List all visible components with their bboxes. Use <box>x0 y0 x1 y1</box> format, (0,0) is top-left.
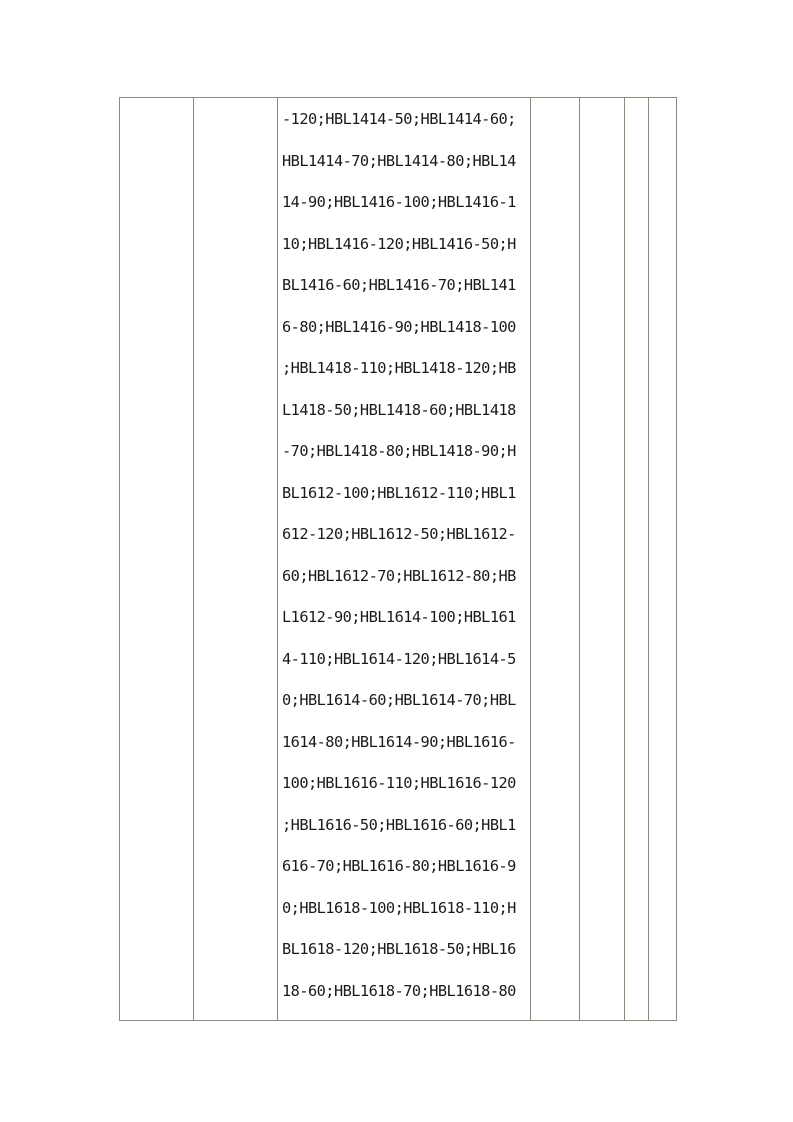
model-list-text <box>278 98 530 1020</box>
model-list-line: 18-60;HBL1618-70;HBL1618-80 <box>282 981 516 1000</box>
model-list-line: 100;HBL1616-110;HBL1616-120 <box>282 774 516 792</box>
table-cell-6 <box>625 98 649 1021</box>
model-list-line: 6-80;HBL1416-90;HBL1418-100 <box>282 317 516 336</box>
model-list-line: L1612-90;HBL1614-100;HBL161 <box>282 608 516 626</box>
model-list-line: 0;HBL1614-60;HBL1614-70;HBL <box>282 691 516 709</box>
model-list-line: BL1618-120;HBL1618-50;HBL16 <box>282 940 516 958</box>
model-list-line: 616-70;HBL1616-80;HBL1616-9 <box>282 857 516 875</box>
model-list-line: 14-90;HBL1416-100;HBL1416-1 <box>282 193 516 211</box>
model-list-line: 10;HBL1416-120;HBL1416-50;H <box>282 234 516 253</box>
table-row <box>120 98 677 1021</box>
model-list-line: 1614-80;HBL1614-90;HBL1616- <box>282 732 516 751</box>
table-cell-1 <box>120 98 194 1021</box>
document-table <box>119 97 677 1021</box>
model-list-line: 612-120;HBL1612-50;HBL1612- <box>282 525 516 543</box>
table-cell-7 <box>649 98 677 1021</box>
model-list-line: BL1416-60;HBL1416-70;HBL141 <box>282 276 516 294</box>
model-list-line: ;HBL1616-50;HBL1616-60;HBL1 <box>282 815 516 834</box>
model-list-cell <box>278 98 531 1021</box>
model-list-line: -70;HBL1418-80;HBL1418-90;H <box>282 442 516 460</box>
table-cell-4 <box>531 98 580 1021</box>
model-list-line: 4-110;HBL1614-120;HBL1614-5 <box>282 649 516 668</box>
model-list-line: HBL1414-70;HBL1414-80;HBL14 <box>282 151 516 170</box>
model-list-line: 0;HBL1618-100;HBL1618-110;H <box>282 898 516 917</box>
model-list-line: ;HBL1418-110;HBL1418-120;HB <box>282 359 516 377</box>
table-cell-5 <box>580 98 625 1021</box>
model-list-line: -120;HBL1414-50;HBL1414-60; <box>282 110 516 128</box>
model-list-line: BL1612-100;HBL1612-110;HBL1 <box>282 483 516 502</box>
table-cell-2 <box>194 98 278 1021</box>
model-list-line: L1418-50;HBL1418-60;HBL1418 <box>282 400 516 419</box>
model-list-line: 60;HBL1612-70;HBL1612-80;HB <box>282 566 516 585</box>
